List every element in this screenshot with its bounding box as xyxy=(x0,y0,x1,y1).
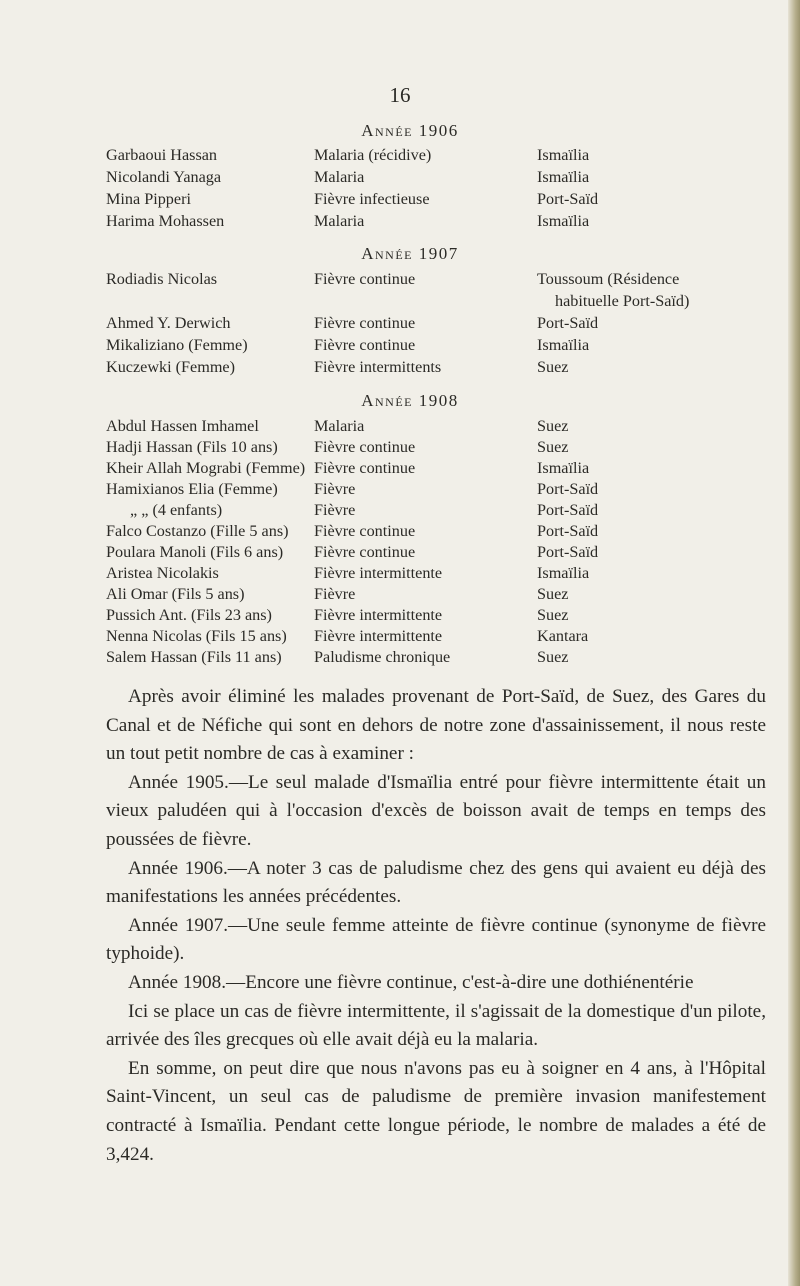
place: Toussoum (Résidence xyxy=(537,270,680,288)
diagnosis: Fièvre continue xyxy=(314,314,416,332)
table-row xyxy=(0,336,800,358)
diagnosis: Fièvre continue xyxy=(314,543,416,561)
paragraph: Année 1908.—Encore une fièvre continue, c'est-à-dire une dothiénentérie xyxy=(128,971,694,993)
place: Ismaïlia xyxy=(537,459,590,477)
diagnosis: Fièvre continue xyxy=(314,459,416,477)
table-row xyxy=(0,146,800,168)
table-row xyxy=(0,606,800,628)
diagnosis: Malaria xyxy=(314,168,365,186)
place-note: habituelle Port-Saïd) xyxy=(555,292,690,310)
section-heading-1908: Année 1908 xyxy=(361,391,459,410)
patient-name: Mikaliziano (Femme) xyxy=(106,336,248,354)
place: Ismaïlia xyxy=(537,564,590,582)
place: Suez xyxy=(537,606,569,624)
patient-name: Falco Costanzo (Fille 5 ans) xyxy=(106,522,289,540)
diagnosis: Malaria xyxy=(314,212,365,230)
patient-name: Salem Hassan (Fils 11 ans) xyxy=(106,648,282,666)
paragraph: Année 1905.—Le seul malade d'Ismaïlia entré pour fièvre intermittente était un vieux paludéen qui à l'occasion d'excès de boisson avait de temps en temps des poussées de fièvre. xyxy=(106,771,766,850)
place: Kantara xyxy=(537,627,589,645)
table-row xyxy=(0,564,800,586)
diagnosis: Fièvre xyxy=(314,480,356,498)
place: Port-Saïd xyxy=(537,190,599,208)
diagnosis: Fièvre continue xyxy=(314,336,416,354)
paragraph: Ici se place un cas de fièvre intermittente, il s'agissait de la domestique d'un pilote, arrivée des îles grecques où elle avait déjà eu la malaria. xyxy=(106,1000,766,1051)
patient-name: Hamixianos Elia (Femme) xyxy=(106,480,278,498)
patient-name: Hadji Hassan (Fils 10 ans) xyxy=(106,438,278,456)
diagnosis: Fièvre intermittents xyxy=(314,358,442,376)
patient-name: Ali Omar (Fils 5 ans) xyxy=(106,585,245,603)
diagnosis: Fièvre intermittente xyxy=(314,606,443,624)
patient-name: Rodiadis Nicolas xyxy=(106,270,218,288)
diagnosis: Fièvre continue xyxy=(314,270,416,288)
section-heading-1906: Année 1906 xyxy=(361,121,459,140)
body-text xyxy=(106,683,766,1169)
paragraph: Après avoir éliminé les malades provenant de Port-Saïd, de Suez, des Gares du Canal et de Néfiche qui sont en dehors de notre zone d'assainissement, il nous reste un tout petit nombre de cas à examiner : xyxy=(106,686,766,765)
patient-name: Harima Mohassen xyxy=(106,212,225,230)
patient-name: Nenna Nicolas (Fils 15 ans) xyxy=(106,627,287,645)
patient-name: Aristea Nicolakis xyxy=(106,564,219,582)
place: Port-Saïd xyxy=(537,501,599,519)
place: Ismaïlia xyxy=(537,146,590,164)
diagnosis: Fièvre infectieuse xyxy=(314,190,430,208)
patient-name: Mina Pipperi xyxy=(106,190,191,208)
place: Suez xyxy=(537,438,569,456)
table-row xyxy=(0,459,800,481)
table-row xyxy=(0,270,800,314)
place: Suez xyxy=(537,648,569,666)
table-row xyxy=(0,190,800,212)
patient-name: Kheir Allah Mograbi (Femme) xyxy=(106,459,306,477)
table-row xyxy=(0,480,800,502)
table-row xyxy=(0,358,800,380)
diagnosis: Fièvre continue xyxy=(314,522,416,540)
place: Port-Saïd xyxy=(537,314,599,332)
table-row xyxy=(0,585,800,607)
table-row xyxy=(0,212,800,234)
place: Port-Saïd xyxy=(537,543,599,561)
diagnosis: Fièvre intermittente xyxy=(314,627,443,645)
table-row xyxy=(0,543,800,565)
place: Suez xyxy=(537,358,569,376)
place: Port-Saïd xyxy=(537,522,599,540)
diagnosis: Fièvre xyxy=(314,585,356,603)
diagnosis: Fièvre intermittente xyxy=(314,564,443,582)
paragraph: Année 1907.—Une seule femme atteinte de fièvre continue (synonyme de fièvre typhoide). xyxy=(106,914,766,965)
table-row xyxy=(0,627,800,649)
place: Ismaïlia xyxy=(537,168,590,186)
patient-name: Abdul Hassen Imhamel xyxy=(106,417,259,435)
place: Suez xyxy=(537,585,569,603)
diagnosis: Fièvre xyxy=(314,501,356,519)
place: Ismaïlia xyxy=(537,212,590,230)
patient-name: Kuczewki (Femme) xyxy=(106,358,236,376)
table-row xyxy=(0,314,800,336)
table-row xyxy=(0,648,800,670)
patient-name: Nicolandi Yanaga xyxy=(106,168,222,186)
patient-name: „ „ (4 enfants) xyxy=(130,501,223,519)
section-heading-1907: Année 1907 xyxy=(361,244,459,263)
diagnosis: Malaria xyxy=(314,417,365,435)
patient-name: Garbaoui Hassan xyxy=(106,146,218,164)
place: Suez xyxy=(537,417,569,435)
patient-name: Poulara Manoli (Fils 6 ans) xyxy=(106,543,284,561)
page-number: 16 xyxy=(389,83,411,107)
patient-name: Ahmed Y. Derwich xyxy=(106,314,231,332)
place: Port-Saïd xyxy=(537,480,599,498)
diagnosis: Fièvre continue xyxy=(314,438,416,456)
diagnosis: Malaria (récidive) xyxy=(314,146,432,164)
paragraph: En somme, on peut dire que nous n'avons pas eu à soigner en 4 ans, à l'Hôpital Saint-Vincent, un seul cas de paludisme de première invasion manifestement contracté à Ismaïlia. Pendant cette longue période, le nombre de malades a été de 3,424. xyxy=(106,1057,766,1165)
table-row xyxy=(0,168,800,190)
patient-name: Pussich Ant. (Fils 23 ans) xyxy=(106,606,272,624)
table-row xyxy=(0,438,800,460)
table-row xyxy=(0,522,800,544)
table-row xyxy=(0,501,800,523)
place: Ismaïlia xyxy=(537,336,590,354)
paragraph: Année 1906.—A noter 3 cas de paludisme chez des gens qui avaient eu déjà des manifestations les années précédentes. xyxy=(106,857,766,908)
diagnosis: Paludisme chronique xyxy=(314,648,451,666)
table-row xyxy=(0,417,800,439)
